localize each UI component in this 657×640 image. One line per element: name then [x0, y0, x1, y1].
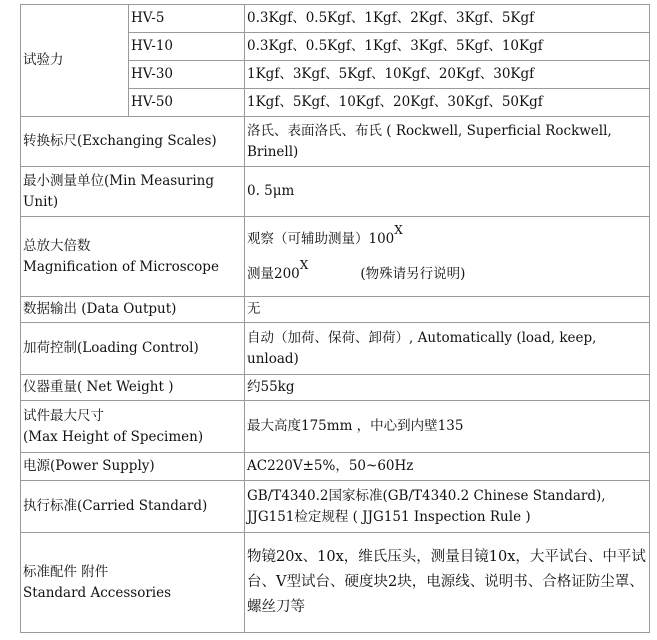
table-row	[21, 401, 650, 453]
table-row	[21, 167, 650, 217]
min-unit-label: 最小测量单位(Min Measuring Unit)	[21, 167, 245, 217]
force-values-cell: 0.3Kgf、0.5Kgf、1Kgf、3Kgf、5Kgf、10Kgf	[245, 33, 650, 61]
scales-label: 转换标尺(Exchanging Scales)	[21, 117, 245, 167]
standard-line-1: GB/T4340.2国家标准(GB/T4340.2 Chinese Standard),	[247, 487, 606, 504]
table-row	[21, 217, 650, 297]
table-row	[21, 481, 650, 533]
magnification-line-2	[247, 257, 647, 285]
force-values-cell: 1Kgf、3Kgf、5Kgf、10Kgf、20Kgf、30Kgf	[245, 61, 650, 89]
magnification-label-en: Magnification of Microscope	[23, 258, 219, 275]
power-label: 电源(Power Supply)	[21, 453, 245, 481]
force-values-cell: 1Kgf、5Kgf、10Kgf、20Kgf、30Kgf、50Kgf	[245, 89, 650, 117]
net-weight-value: 约55kg	[245, 375, 650, 401]
max-height-label-en: (Max Height of Specimen)	[23, 428, 204, 445]
table-row	[21, 375, 650, 401]
model-cell: HV-30	[129, 61, 245, 89]
table-row	[21, 297, 650, 323]
model-cell: HV-10	[129, 33, 245, 61]
loading-control-label: 加荷控制(Loading Control)	[21, 323, 245, 375]
spec-table	[20, 4, 650, 633]
observe-text: 观察（可辅助测量）100	[247, 230, 395, 247]
model-cell: HV-5	[129, 5, 245, 33]
standard-line-2: JJG151检定规程 ( JJG151 Inspection Rule )	[247, 508, 531, 525]
accessories-label-cn: 标准配件 附件	[23, 563, 109, 580]
data-output-label: 数据输出 (Data Output)	[21, 297, 245, 323]
max-height-label	[21, 401, 245, 453]
max-height-label-cn: 试件最大尺寸	[23, 407, 104, 424]
table-row	[21, 117, 650, 167]
magnification-value	[245, 217, 650, 297]
measure-sup: X	[299, 257, 309, 272]
data-output-value: 无	[245, 297, 650, 323]
observe-sup: X	[394, 222, 403, 237]
magnification-label-cn: 总放大倍数	[23, 237, 91, 254]
test-force-label: 试验力	[21, 5, 129, 117]
standard-value	[245, 481, 650, 533]
scales-value: 洛氏、表面洛氏、布氏 ( Rockwell, Superficial Rockwell, Brinell)	[245, 117, 650, 167]
measure-note: (物殊请另行说明)	[360, 265, 466, 282]
power-value: AC220V±5%，50~60Hz	[245, 453, 650, 481]
table-row	[21, 453, 650, 481]
table-row	[21, 5, 650, 33]
magnification-label	[21, 217, 245, 297]
accessories-value: 物镜20x、10x，维氏压头，测量目镜10x，大平试台、中平试台、V型试台、硬度块2块，电源线、说明书、合格证防尘罩、螺丝刀等	[245, 533, 650, 633]
net-weight-label: 仪器重量( Net Weight )	[21, 375, 245, 401]
measure-text: 测量200	[247, 265, 300, 282]
model-cell: HV-50	[129, 89, 245, 117]
table-row	[21, 323, 650, 375]
max-height-value: 最大高度175mm ，中心到内壁135	[245, 401, 650, 453]
standard-label: 执行标准(Carried Standard)	[21, 481, 245, 533]
accessories-label-en: Standard Accessories	[23, 584, 172, 601]
table-row	[21, 533, 650, 633]
force-values-cell: 0.3Kgf、0.5Kgf、1Kgf、2Kgf、3Kgf、5Kgf	[245, 5, 650, 33]
accessories-label	[21, 533, 245, 633]
loading-control-value: 自动（加荷、保荷、卸荷）, Automatically (load, keep, unload)	[245, 323, 650, 375]
magnification-line-1	[247, 222, 647, 250]
min-unit-value: 0. 5μm	[245, 167, 650, 217]
